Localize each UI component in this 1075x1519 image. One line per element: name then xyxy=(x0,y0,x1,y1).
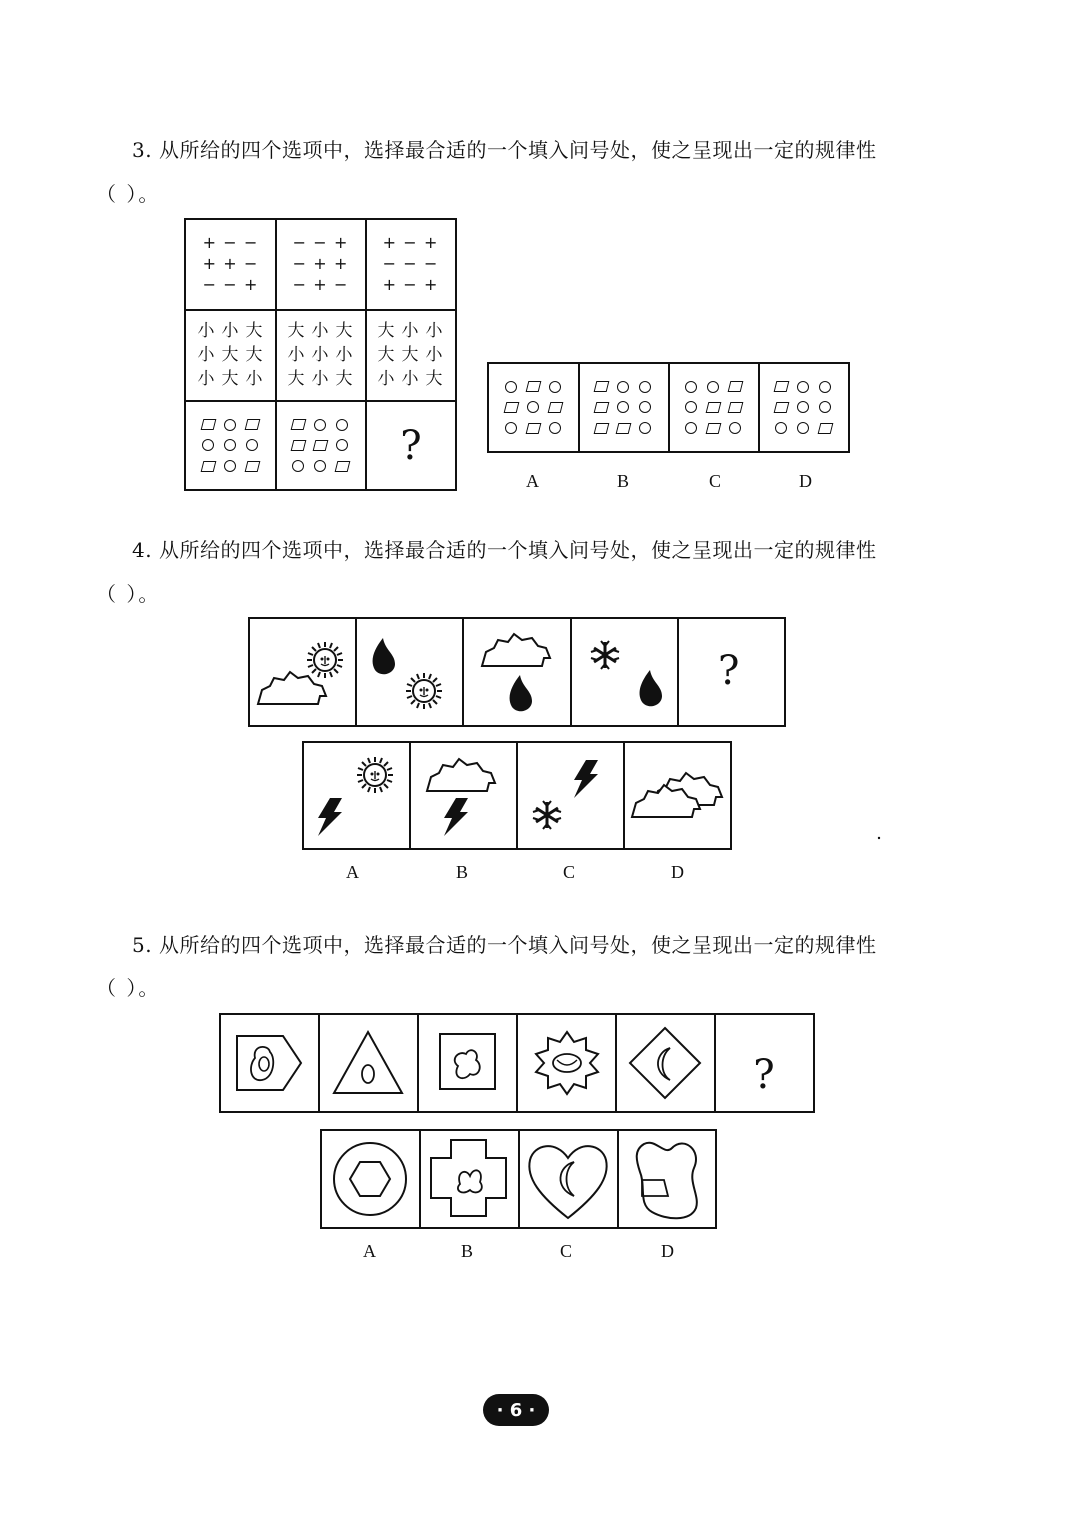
question-4-answer-blank: （ ）。 xyxy=(96,582,161,606)
grid-symbol: 大 xyxy=(245,344,263,365)
snowflake-icon xyxy=(533,801,561,829)
grid-symbol: + xyxy=(202,233,217,253)
question-3-answer-blank: （ ）。 xyxy=(96,182,161,206)
q4-question-row xyxy=(249,618,785,726)
grid-symbol: 小 xyxy=(377,368,395,389)
grid-symbol: + xyxy=(382,274,397,294)
question-4-text: 4. 从所给的四个选项中，选择最合适的一个填入问号处，使之呈现出一定的规律性 xyxy=(132,538,877,562)
q4-option-label-b[interactable]: B xyxy=(456,862,469,882)
grid-symbol: 小 xyxy=(197,320,215,341)
grid-symbol: 大 xyxy=(425,368,443,389)
grid-symbol: 大 xyxy=(335,320,353,341)
grid-symbol: − xyxy=(423,253,438,273)
q3-option-label-c[interactable]: C xyxy=(709,471,722,491)
grid-symbol: 大 xyxy=(377,344,395,365)
grid-symbol: 大 xyxy=(221,344,239,365)
grid-symbol: 小 xyxy=(335,344,353,365)
cloud-icon xyxy=(482,634,550,666)
question-5-answer-blank: （ ）。 xyxy=(96,976,161,1000)
sun-icon xyxy=(307,642,343,678)
raindrop-icon xyxy=(373,638,395,674)
raindrop-icon xyxy=(510,675,532,711)
grid-symbol: 小 xyxy=(197,368,215,389)
grid-symbol: + xyxy=(333,233,348,253)
grid-symbol: + xyxy=(313,274,327,294)
grid-symbol: − xyxy=(292,274,307,294)
question-mark: ? xyxy=(753,1052,775,1098)
grid-symbol: − xyxy=(292,233,307,253)
grid-symbol: 小 xyxy=(311,320,329,341)
grid-symbol: 小 xyxy=(425,344,443,365)
question-5-text: 5. 从所给的四个选项中，选择最合适的一个填入问号处，使之呈现出一定的规律性 xyxy=(132,933,877,957)
grid-symbol: + xyxy=(313,253,327,273)
grid-symbol: − xyxy=(223,233,237,253)
q5-option-label-d[interactable]: D xyxy=(661,1241,674,1261)
lightning-icon xyxy=(318,798,342,836)
grid-symbol: 大 xyxy=(401,344,419,365)
grid-symbol: − xyxy=(333,274,348,294)
grid-symbol: 大 xyxy=(245,320,263,341)
grid-symbol: + xyxy=(382,233,397,253)
question-mark: ? xyxy=(400,422,422,469)
q4-option-label-a[interactable]: A xyxy=(346,862,359,882)
grid-symbol: + xyxy=(333,253,348,273)
q3-option-label-d[interactable]: D xyxy=(799,471,812,491)
grid-symbol: 小 xyxy=(287,344,305,365)
q4-option-label-d[interactable]: D xyxy=(671,862,684,882)
grid-symbol: 小 xyxy=(245,368,263,389)
snowflake-icon xyxy=(591,641,619,669)
question-mark: ? xyxy=(718,648,740,694)
q4-option-label-c[interactable]: C xyxy=(563,862,576,882)
raindrop-icon xyxy=(640,670,662,706)
cloud-icon xyxy=(258,672,326,704)
grid-symbol: 大 xyxy=(287,368,305,389)
q4-options-row xyxy=(303,742,731,849)
lightning-icon xyxy=(444,798,468,836)
grid-symbol: + xyxy=(423,233,438,253)
q5-option-label-b[interactable]: B xyxy=(461,1241,474,1261)
q5-question-row xyxy=(220,1014,814,1112)
grid-symbol: 大 xyxy=(335,368,353,389)
grid-symbol: 大 xyxy=(221,368,239,389)
grid-symbol: 小 xyxy=(401,368,419,389)
grid-symbol: + xyxy=(223,253,237,273)
cloud-icon xyxy=(427,759,495,791)
grid-symbol: − xyxy=(202,274,217,294)
grid-symbol: 小 xyxy=(197,344,215,365)
grid-symbol: − xyxy=(243,233,258,253)
q5-option-label-a[interactable]: A xyxy=(363,1241,376,1261)
grid-symbol: − xyxy=(382,253,397,273)
q3-option-label-b[interactable]: B xyxy=(617,471,630,491)
lightning-icon xyxy=(574,760,598,798)
question-3-text: 3. 从所给的四个选项中，选择最合适的一个填入问号处，使之呈现出一定的规律性 xyxy=(132,138,877,162)
q3-option-label-a[interactable]: A xyxy=(526,471,539,491)
grid-symbol: − xyxy=(243,253,258,273)
grid-symbol: − xyxy=(403,233,417,253)
q5-option-label-c[interactable]: C xyxy=(560,1241,573,1261)
grid-symbol: − xyxy=(313,233,327,253)
grid-symbol: − xyxy=(292,253,307,273)
sun-icon xyxy=(357,757,393,793)
grid-symbol: − xyxy=(403,253,417,273)
grid-symbol: 小 xyxy=(311,368,329,389)
grid-symbol: + xyxy=(202,253,217,273)
q5-options-row xyxy=(321,1130,716,1228)
grid-symbol: 小 xyxy=(221,320,239,341)
grid-symbol: + xyxy=(243,274,258,294)
grid-symbol: + xyxy=(423,274,438,294)
page-number: · 6 · xyxy=(483,1394,549,1426)
grid-symbol: 大 xyxy=(287,320,305,341)
grid-symbol: 小 xyxy=(401,320,419,341)
grid-symbol: 大 xyxy=(377,320,395,341)
grid-symbol: 小 xyxy=(311,344,329,365)
grid-symbol: − xyxy=(403,274,417,294)
sun-icon xyxy=(406,673,442,709)
grid-symbol: 小 xyxy=(425,320,443,341)
grid-symbol: − xyxy=(223,274,237,294)
